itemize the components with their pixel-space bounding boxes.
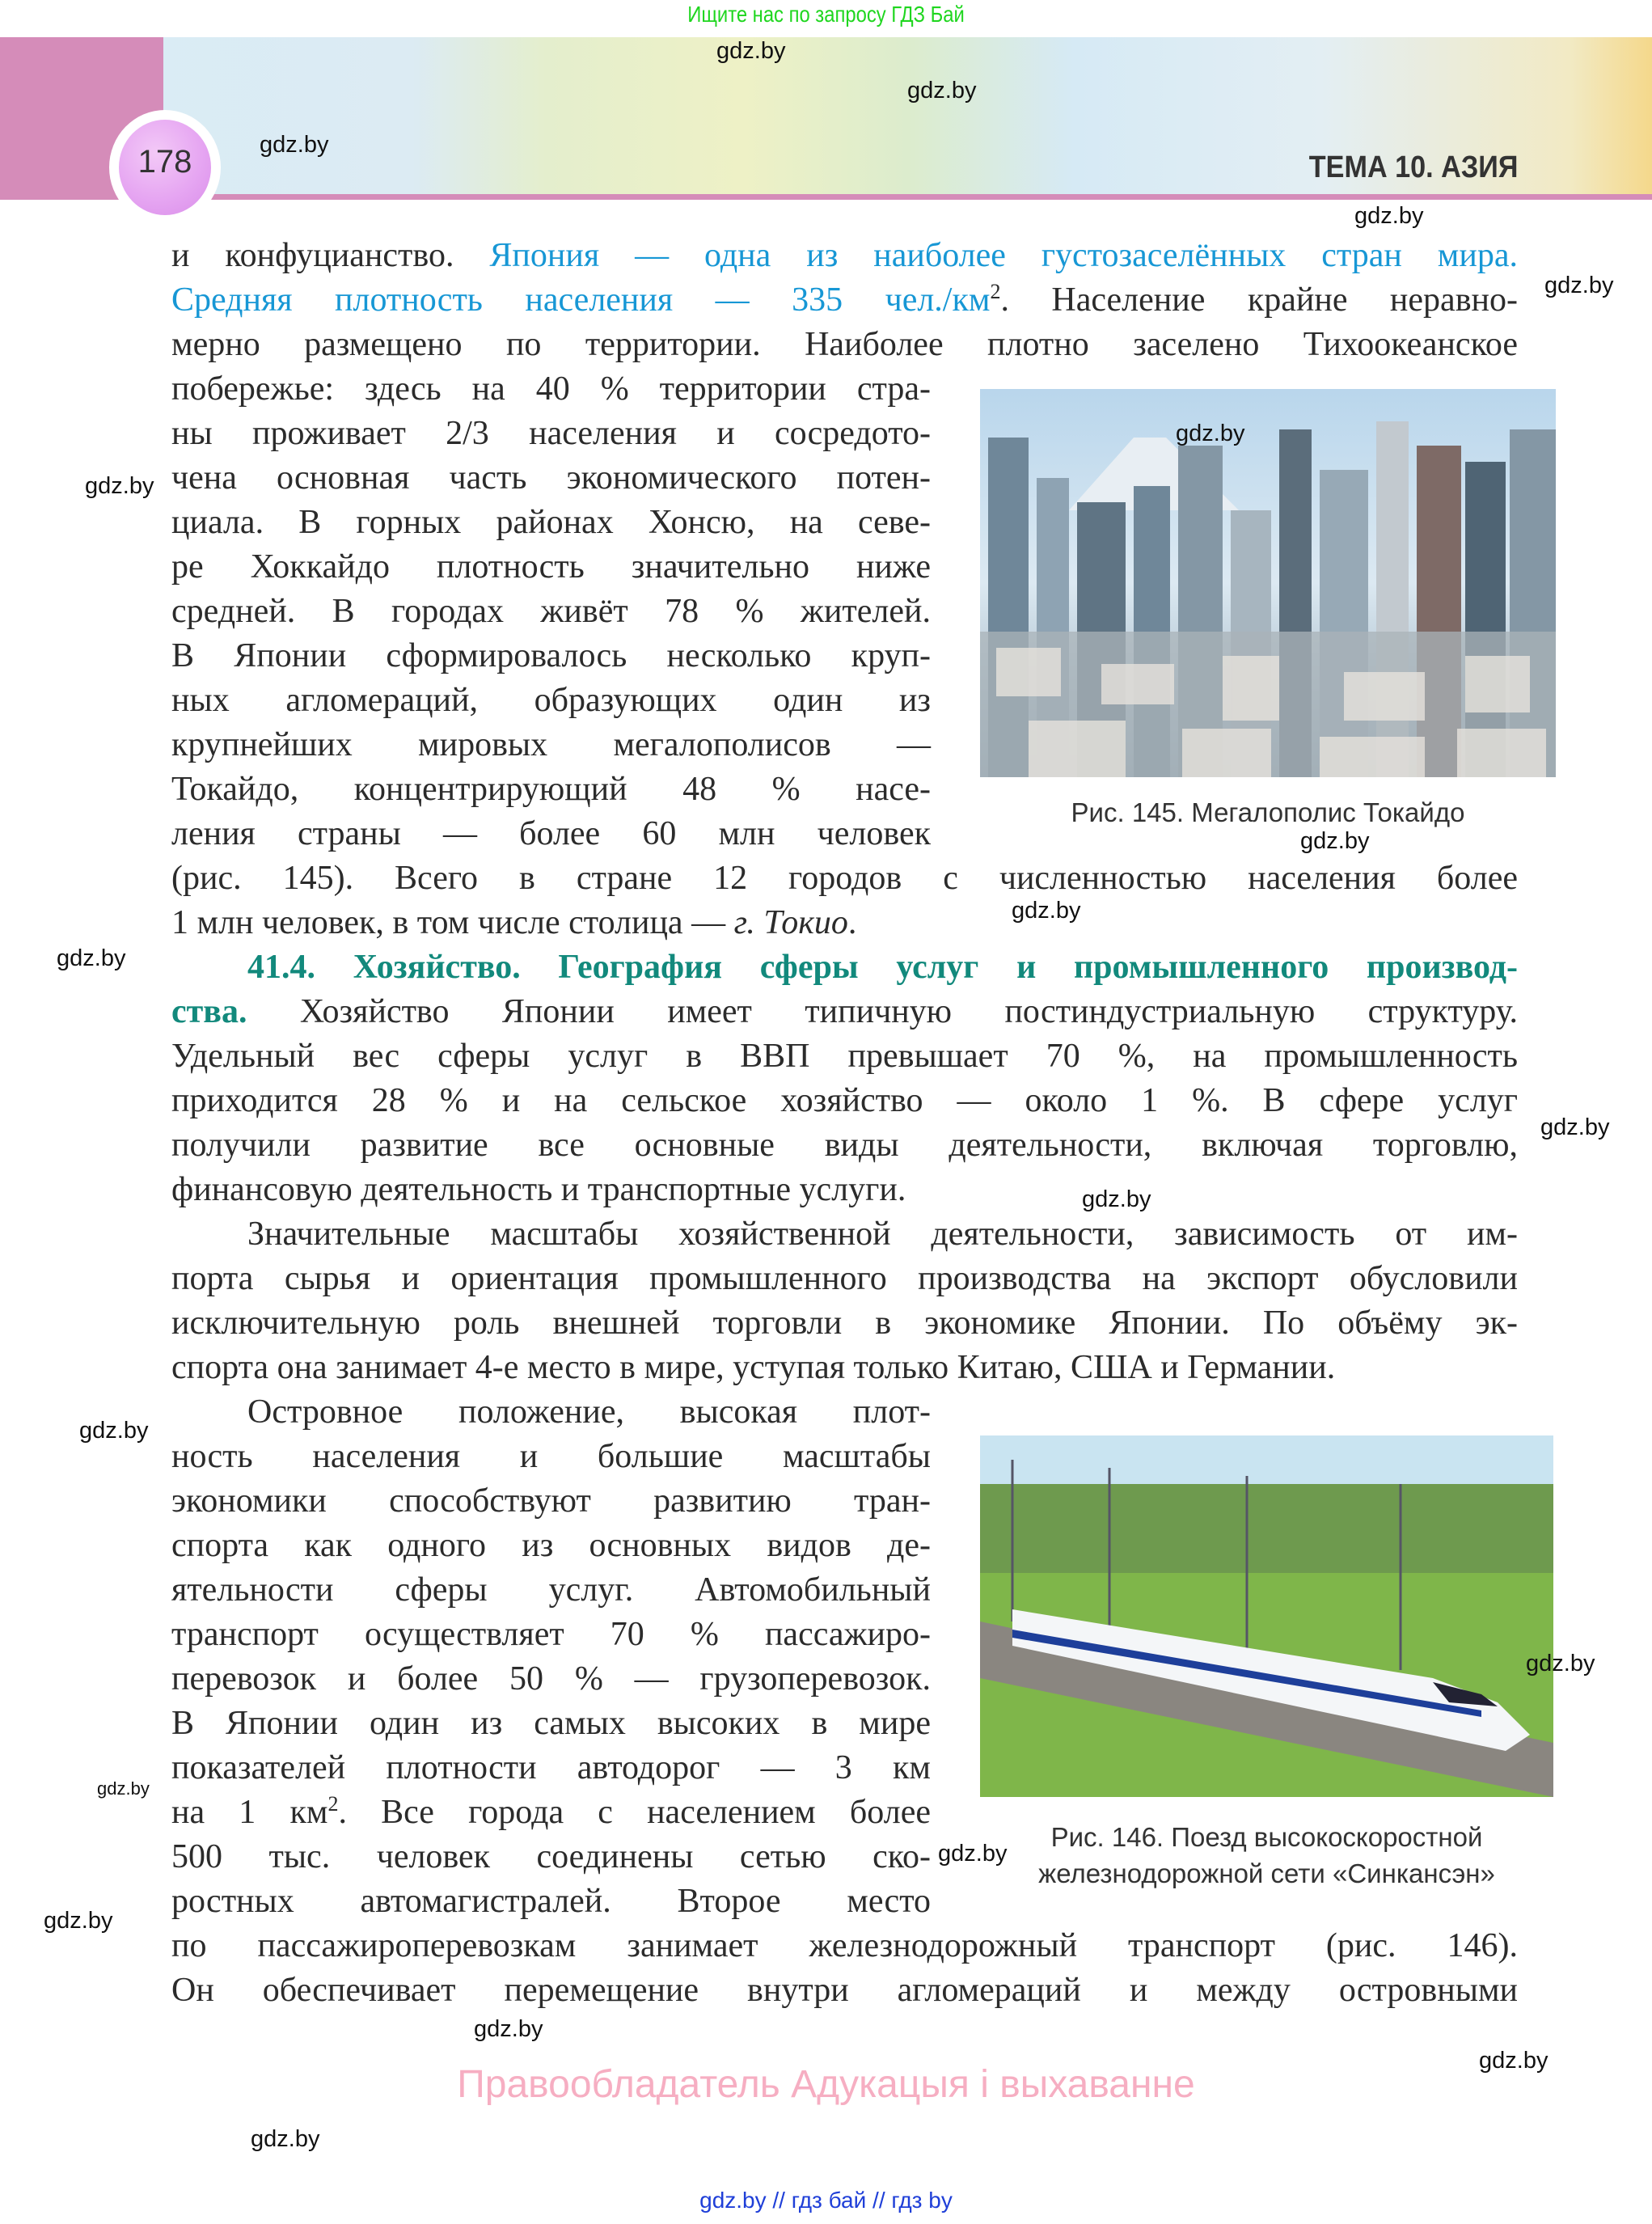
text-span: ность населения и большие масштабы bbox=[171, 1438, 931, 1475]
text-line bbox=[171, 545, 931, 590]
watermark: gdz.by bbox=[1176, 421, 1245, 446]
text-span: транспорт осуществляет 70 % пассажиро- bbox=[171, 1616, 931, 1653]
text-line bbox=[171, 1746, 931, 1791]
text-span: 2 bbox=[327, 1792, 339, 1816]
text-span: 500 тыс. человек соединены сетью ско- bbox=[171, 1838, 931, 1875]
text-line bbox=[171, 1079, 1518, 1123]
text-span: ре Хоккайдо плотность значительно ниже bbox=[171, 548, 931, 586]
text-line bbox=[171, 856, 1518, 901]
text-line bbox=[171, 1657, 931, 1702]
text-line bbox=[171, 1123, 1518, 1168]
text-span: и конфуцианство. bbox=[171, 237, 490, 274]
text-span: В Японии сформировалось несколько круп- bbox=[171, 637, 931, 674]
text-span: Островное положение, высокая плот- bbox=[247, 1393, 931, 1431]
text-span: мерно размещено по территории. Наиболее плотно заселено Тихоокеанское bbox=[171, 326, 1518, 363]
text-span: спорта как одного из основных видов де- bbox=[171, 1527, 931, 1564]
watermark: gdz.by bbox=[1540, 1114, 1610, 1140]
text-line bbox=[171, 1301, 1518, 1346]
watermark: gdz.by bbox=[79, 1418, 149, 1444]
text-line bbox=[171, 1879, 931, 1924]
figure-tokaido-megalopolis bbox=[980, 389, 1556, 777]
text-span: . Население крайне неравно- bbox=[1000, 281, 1518, 319]
text-span: порта сырья и ориентация промышленного производства на экспорт обусловили bbox=[171, 1260, 1518, 1297]
text-line bbox=[171, 679, 931, 723]
city-skyline-image bbox=[980, 389, 1556, 777]
text-span: 1 млн человек, в том числе столица — bbox=[171, 904, 734, 941]
text-span: Хозяйство Японии имеет типичную постиндустриальную структуру. bbox=[247, 993, 1518, 1030]
text-line bbox=[171, 1435, 931, 1479]
text-line bbox=[171, 278, 1518, 323]
text-span: чена основная часть экономического потен- bbox=[171, 459, 931, 497]
highlighted-text: Средняя плотность населения — 335 чел./км bbox=[171, 281, 991, 319]
text-span: Он обеспечивает перемещение внутри агломераций и между островными bbox=[171, 1972, 1518, 2009]
text-line bbox=[171, 990, 1518, 1034]
text-line bbox=[171, 634, 931, 679]
text-span: В Японии один из самых высоких в мире bbox=[171, 1705, 931, 1742]
watermark: gdz.by bbox=[1544, 273, 1614, 298]
text-span: на 1 км bbox=[171, 1794, 328, 1831]
text-line bbox=[171, 767, 931, 812]
text-span: спорта она занимает 4-е место в мире, уступая только Китаю, США и Германии. bbox=[171, 1349, 1336, 1386]
watermark: gdz.by bbox=[474, 2016, 543, 2042]
text-line bbox=[171, 412, 931, 456]
page-number: 178 bbox=[137, 144, 192, 180]
text-span: циала. В горных районах Хонсю, на севе- bbox=[171, 504, 931, 541]
text-span: побережье: здесь на 40 % территории стра- bbox=[171, 370, 931, 408]
text-span: Удельный вес сферы услуг в ВВП превышает 70 %, на промышленность bbox=[171, 1038, 1518, 1075]
watermark: gdz.by bbox=[938, 1841, 1008, 1867]
text-span: получили развитие все основные виды деятельности, включая торговлю, bbox=[171, 1127, 1518, 1164]
text-span: Значительные масштабы хозяйственной деятельности, зависимость от им- bbox=[247, 1216, 1518, 1253]
text-line bbox=[171, 1702, 931, 1746]
text-span: показателей плотности автодорог — 3 км bbox=[171, 1749, 931, 1786]
watermark: gdz.by bbox=[85, 473, 154, 499]
text-line bbox=[171, 812, 931, 856]
watermark: gdz.by bbox=[1526, 1651, 1595, 1676]
text-span: ления страны — более 60 млн человек bbox=[171, 815, 931, 852]
text-line bbox=[171, 1835, 931, 1879]
text-span: перевозок и более 50 % — грузоперевозок. bbox=[171, 1660, 931, 1698]
text-line bbox=[171, 1034, 1518, 1079]
figure-145-caption: Рис. 145. Мегалополис Токайдо bbox=[1071, 797, 1465, 827]
watermark: gdz.by bbox=[251, 2126, 320, 2152]
watermark: gdz.by bbox=[1479, 2048, 1548, 2074]
text-span: исключительную роль внешней торговли в экономике Японии. По объёму эк- bbox=[171, 1304, 1518, 1342]
text-span: крупнейших мировых мегалополисов — bbox=[171, 726, 931, 763]
text-span: средней. В городах живёт 78 % жителей. bbox=[171, 593, 931, 630]
text-line bbox=[171, 367, 931, 412]
text-span: (рис. 145). Всего в стране 12 городов с численностью населения более bbox=[171, 860, 1518, 897]
watermark: gdz.by bbox=[1012, 898, 1081, 924]
text-line bbox=[171, 1524, 931, 1568]
text-span: ных агломераций, образующих один из bbox=[171, 682, 931, 719]
section-heading-text: ства. bbox=[171, 993, 247, 1030]
text-line bbox=[171, 1212, 1518, 1257]
figure-146-caption-line1: Рис. 146. Поезд высокоскоростной bbox=[1050, 1822, 1483, 1852]
text-line bbox=[171, 456, 931, 501]
text-line bbox=[171, 1791, 931, 1835]
text-line bbox=[171, 901, 1518, 945]
watermark: gdz.by bbox=[907, 78, 977, 104]
text-span: . bbox=[847, 904, 857, 941]
text-span: ны проживает 2/3 населения и сосредото- bbox=[171, 415, 931, 452]
watermark: gdz.by bbox=[260, 132, 329, 158]
watermark: gdz.by bbox=[1354, 203, 1424, 229]
section-heading-text: 41.4. Хозяйство. География сферы услуг и промышленного производ- bbox=[247, 949, 1518, 986]
text-line bbox=[171, 1613, 931, 1657]
watermark: gdz.by bbox=[716, 38, 786, 64]
text-line bbox=[171, 1568, 931, 1613]
watermark: gdz.by bbox=[1300, 828, 1370, 854]
text-span: . Все города с населением более bbox=[338, 1794, 931, 1831]
shinkansen-train-image bbox=[980, 1435, 1553, 1797]
highlighted-text: Япония — одна из наиболее густозаселённых стран мира. bbox=[489, 237, 1518, 274]
text-span: экономики способствуют развитию тран- bbox=[171, 1482, 931, 1520]
figure-146-caption-line2: железнодорожной сети «Синкансэн» bbox=[1038, 1858, 1495, 1888]
text-span: приходится 28 % и на сельское хозяйство — около 1 %. В сфере услуг bbox=[171, 1082, 1518, 1119]
copyright-notice: Правообладатель Адукацыя і выхаванне bbox=[457, 2063, 1195, 2106]
text-span: финансовую деятельность и транспортные услуги. bbox=[171, 1171, 906, 1208]
text-line bbox=[171, 723, 931, 767]
text-line bbox=[171, 323, 1518, 367]
text-line bbox=[171, 590, 931, 634]
watermark: gdz.by bbox=[57, 945, 126, 971]
text-line bbox=[171, 1924, 1518, 1968]
text-span: Токайдо, концентрирующий 48 % насе- bbox=[171, 771, 931, 808]
text-line bbox=[171, 234, 1518, 278]
text-line bbox=[171, 1390, 931, 1435]
text-line bbox=[171, 945, 1518, 990]
search-banner: Ищите нас по запросу ГДЗ Бай bbox=[687, 2, 965, 27]
text-line bbox=[171, 1168, 1518, 1212]
watermark: gdz.by bbox=[44, 1908, 113, 1934]
chapter-title: ТЕМА 10. АЗИЯ bbox=[1308, 150, 1518, 184]
text-span: ятельности сферы услуг. Автомобильный bbox=[171, 1571, 931, 1609]
text-span: ростных автомагистралей. Второе место bbox=[171, 1883, 931, 1920]
text-line bbox=[171, 1257, 1518, 1301]
text-span: по пассажироперевозкам занимает железнодорожный транспорт (рис. 146). bbox=[171, 1927, 1518, 1964]
header-divider bbox=[0, 194, 1652, 200]
watermark: gdz.by bbox=[97, 1778, 150, 1799]
text-line bbox=[171, 1479, 931, 1524]
text-line bbox=[171, 1346, 1518, 1390]
bottom-site-links[interactable]: gdz.by // гдз бай // гдз by bbox=[699, 2188, 953, 2213]
text-span: г. Токио bbox=[733, 904, 848, 941]
figure-shinkansen-train bbox=[980, 1435, 1553, 1797]
text-line bbox=[171, 1968, 1518, 2013]
text-line bbox=[171, 501, 931, 545]
text-span: 2 bbox=[990, 280, 1001, 303]
watermark: gdz.by bbox=[1082, 1186, 1151, 1212]
